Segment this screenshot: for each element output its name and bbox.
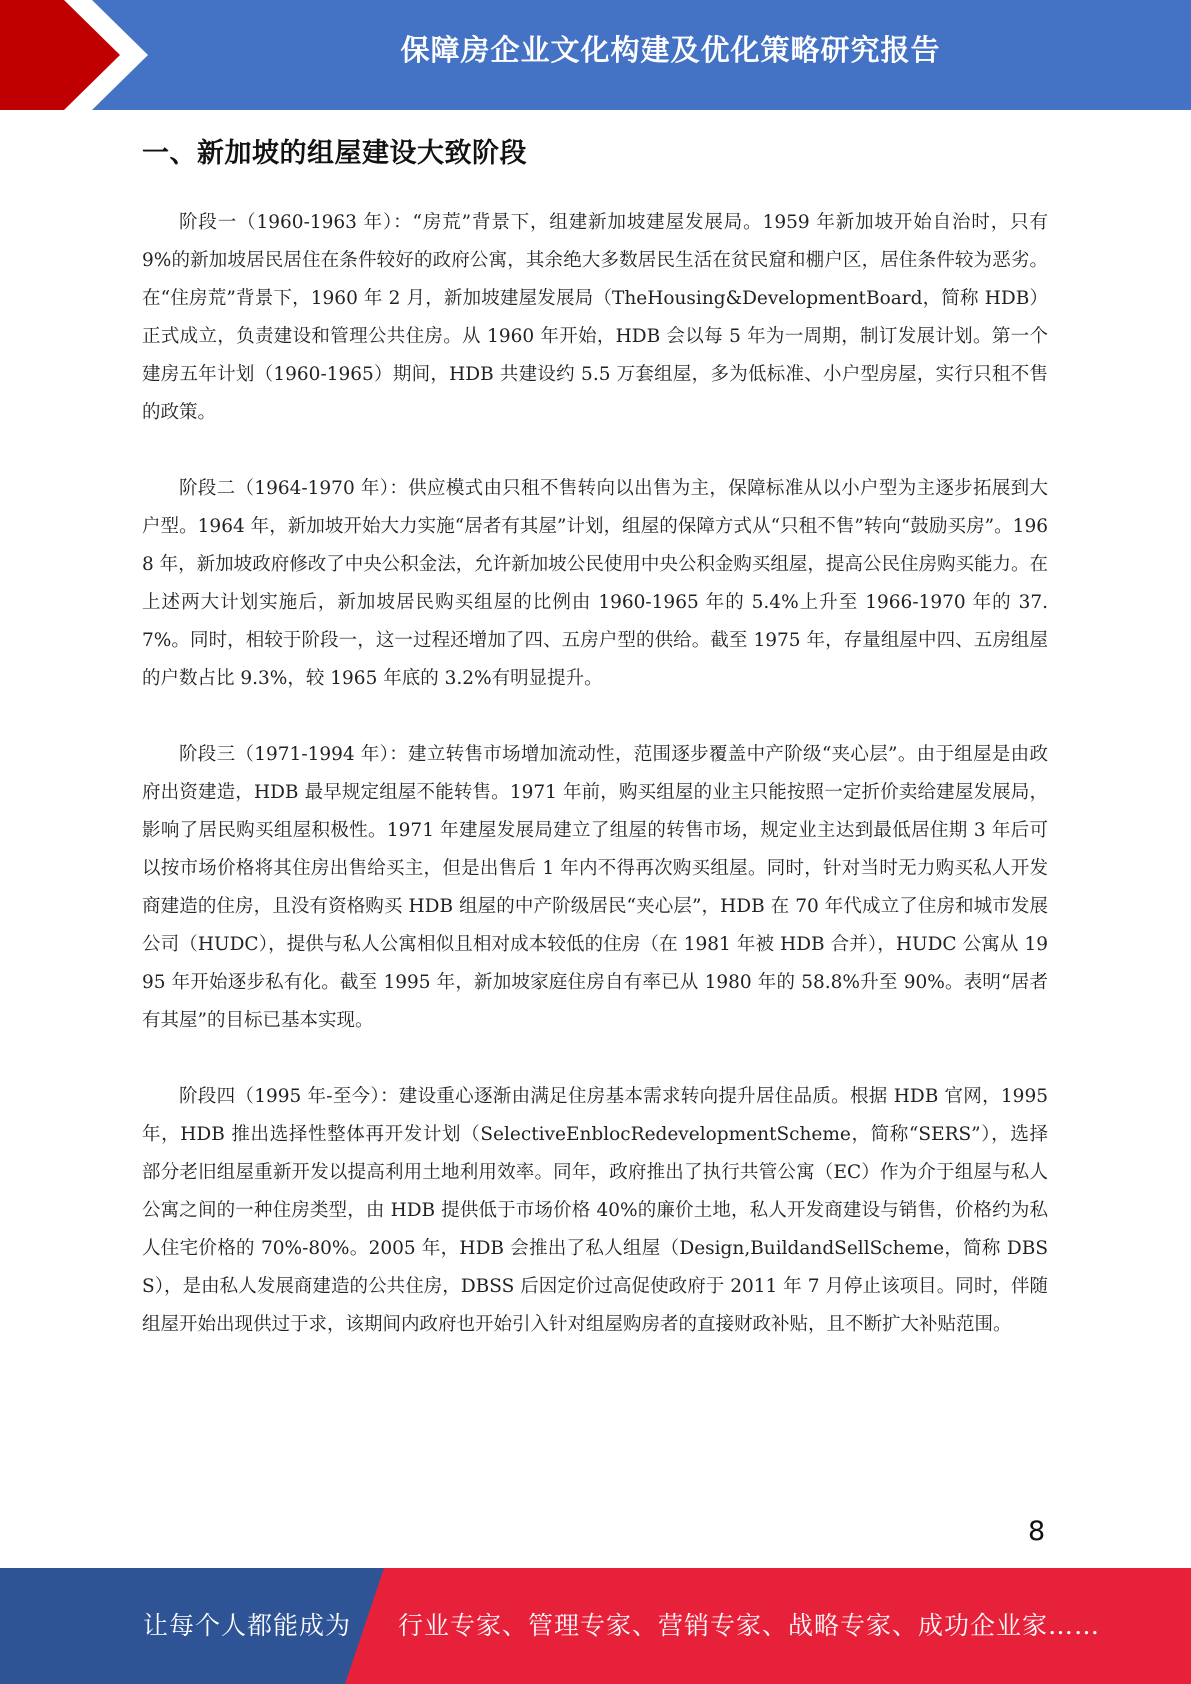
paragraph-stage-2: 阶段二（1964-1970 年）：供应模式由只租不售转向以出售为主，保障标准从以小户型为主逐步拓展到大户型。1964 年，新加坡开始大力实施“居者有其屋”计划，组屋的保障方式从“只租不售”转向“鼓励买房”。1968 年，新加坡政府修改了中央公积金法，允许新加坡公民使用中央公积金购买组屋，提高公民住房购买能力。在上述两大计划实施后，新加坡居民购买组屋的比例由 1960-1965 年的 5.4%上升至 1966-1970 年的 37.7%。同时，相较于阶段一，这一过程还增加了四、五房户型的供给。截至 1975 年，存量组屋中四、五房组屋的户数占比 9.3%，较 1965 年底的 3.2%有明显提升。: [142, 478, 1048, 689]
paragraph-stage-4: 阶段四（1995 年-至今）：建设重心逐渐由满足住房基本需求转向提升居住品质。根据 HDB 官网，1995 年，HDB 推出选择性整体再开发计划（SelectiveEnblocRedevelopmentScheme，简称“SERS”），选择部分老旧组屋重新开发以提高利用土地利用效率。同年，政府推出了执行共管公寓（EC）作为介于组屋与私人公寓之间的一种住房类型，由 HDB 提供低于市场价格 40%的廉价土地，私人开发商建设与销售，价格约为私人住宅价格的 70%-80%。2005 年，HDB 会推出了私人组屋（Design,BuildandSellScheme，简称 DBSS），是由私人发展商建造的公共住房，DBSS 后因定价过高促使政府于 2011 年 7 月停止该项目。同时，伴随组屋开始出现供过于求，该期间内政府也开始引入针对组屋购房者的直接财政补贴，且不断扩大补贴范围。: [142, 1086, 1048, 1335]
footer-slogan-left: 让每个人都能成为: [143, 1611, 352, 1640]
page-number: 8: [1028, 1516, 1046, 1547]
report-title: 保障房企业文化构建及优化策略研究报告: [400, 33, 941, 67]
page-header-band: [0, 0, 1191, 110]
body-text: [142, 204, 1048, 1382]
paragraph-stage-1: 阶段一（1960-1963 年）：“房荒”背景下，组建新加坡建屋发展局。1959 年新加坡开始自治时，只有 9%的新加坡居民居住在条件较好的政府公寓，其余绝大多数居民生活在贫民窟和棚户区，居住条件较为恶劣。在“住房荒”背景下，1960 年 2 月，新加坡建屋发展局（TheHousing&DevelopmentBoard，简称 HDB）正式成立，负责建设和管理公共住房。从 1960 年开始，HDB 会以每 5 年为一周期，制订发展计划。第一个建房五年计划（1960-1965）期间，HDB 共建设约 5.5 万套组屋，多为低标准、小户型房屋，实行只租不售的政策。: [142, 212, 1048, 423]
section-heading: 一、新加坡的组屋建设大致阶段: [142, 138, 527, 169]
page-footer-band: [0, 1568, 1191, 1684]
footer-slogan-right: 行业专家、管理专家、营销专家、战略专家、成功企业家……: [398, 1611, 1101, 1640]
paragraph-stage-3: 阶段三（1971-1994 年）：建立转售市场增加流动性，范围逐步覆盖中产阶级“夹心层”。由于组屋是由政府出资建造，HDB 最早规定组屋不能转售。1971 年前，购买组屋的业主只能按照一定折价卖给建屋发展局，影响了居民购买组屋积极性。1971 年建屋发展局建立了组屋的转售市场，规定业主达到最低居住期 3 年后可以按市场价格将其住房出售给买主，但是出售后 1 年内不得再次购买组屋。同时，针对当时无力购买私人开发商建造的住房，且没有资格购买 HDB 组屋的中产阶级居民“夹心层”，HDB 在 70 年代成立了住房和城市发展公司（HUDC），提供与私人公寓相似且相对成本较低的住房（在 1981 年被 HDB 合并），HUDC 公寓从 1995 年开始逐步私有化。截至 1995 年，新加坡家庭住房自有率已从 1980 年的 58.8%升至 90%。表明“居者有其屋”的目标已基本实现。: [142, 744, 1048, 1031]
chevron-right-icon: [0, 0, 160, 110]
